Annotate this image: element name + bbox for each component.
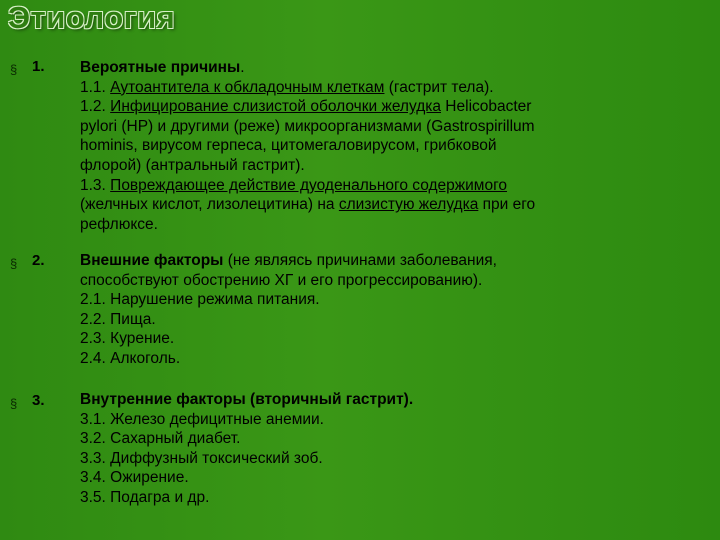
line-text: флорой) (антральный гастрит). <box>80 156 305 174</box>
line-text: 3.3. Диффузный токсический зоб. <box>80 449 323 467</box>
line-text: способствуют обострению ХГ и его прогрессированию). <box>80 271 483 289</box>
line-text: 2.4. Алкоголь. <box>80 349 181 367</box>
item-heading-tail: . <box>240 59 245 76</box>
line-text: (желчных кислот, лизолецитина) на <box>80 196 339 214</box>
line-text: 1.1. <box>80 78 111 96</box>
item-heading-line <box>80 251 705 271</box>
line-text: 2.2. Пища. <box>80 310 156 328</box>
line-text: 3.1. Железо дефицитные анемии. <box>80 410 324 428</box>
item-line <box>80 271 705 291</box>
slide-title: Этиология <box>8 0 176 35</box>
line-text: 3.5. Подагра и др. <box>80 488 210 506</box>
item-line <box>80 410 705 430</box>
item-heading-line <box>80 390 705 410</box>
item-line <box>80 195 705 215</box>
line-text: (гастрит тела). <box>384 78 494 96</box>
line-text: 1.2. <box>80 98 111 116</box>
bullet-icon: § <box>10 396 18 411</box>
item-line <box>80 349 705 369</box>
item-heading-line <box>80 58 705 78</box>
item-line <box>80 429 705 449</box>
item-body <box>80 58 705 234</box>
line-text: hominis, вирусом герпеса, цитомегаловирусом, грибковой <box>80 137 497 155</box>
line-text: 2.3. Курение. <box>80 330 175 348</box>
item-heading: Внешние факторы <box>80 252 224 269</box>
item-line <box>80 156 705 176</box>
item-number: 2. <box>32 252 45 269</box>
item-heading-tail: (не являясь причинами заболевания, <box>223 252 497 269</box>
item-body <box>80 251 705 369</box>
item-line <box>80 78 705 98</box>
item-line <box>80 468 705 488</box>
item-line <box>80 449 705 469</box>
item-body <box>80 390 705 508</box>
item-lines <box>80 78 705 235</box>
underlined-text: Повреждающее действие дуоденального содержимого <box>110 176 508 194</box>
underlined-text: слизистую желудка <box>338 196 479 214</box>
bullet-icon: § <box>10 62 18 77</box>
item-line <box>80 97 705 117</box>
line-text: рефлюксе. <box>80 215 158 233</box>
item-number: 1. <box>32 58 45 75</box>
line-text: 1.3. <box>80 176 111 194</box>
line-text: 3.4. Ожирение. <box>80 469 189 487</box>
line-text: при его <box>478 196 536 214</box>
item-line <box>80 310 705 330</box>
underlined-text: Инфицирование слизистой оболочки желудка <box>110 98 441 116</box>
line-text: Helicobacter <box>441 98 532 116</box>
line-text: pylori (НР) и другими (реже) микроорганизмами (Gastrospirillum <box>80 117 535 135</box>
item-line <box>80 117 705 137</box>
item-line <box>80 290 705 310</box>
line-text: 3.2. Сахарный диабет. <box>80 430 241 448</box>
item-number: 3. <box>32 392 45 409</box>
item-line <box>80 136 705 156</box>
item-line <box>80 488 705 508</box>
item-line <box>80 329 705 349</box>
item-line <box>80 176 705 196</box>
item-heading: Вероятные причины <box>80 59 241 76</box>
item-lines <box>80 410 705 508</box>
underlined-text: Аутоантитела к обкладочным клеткам <box>110 78 385 96</box>
item-lines <box>80 271 705 369</box>
bullet-icon: § <box>10 256 18 271</box>
item-line <box>80 215 705 235</box>
line-text: 2.1. Нарушение режима питания. <box>80 291 320 309</box>
item-heading: Внутренние факторы (вторичный гастрит). <box>80 391 414 408</box>
